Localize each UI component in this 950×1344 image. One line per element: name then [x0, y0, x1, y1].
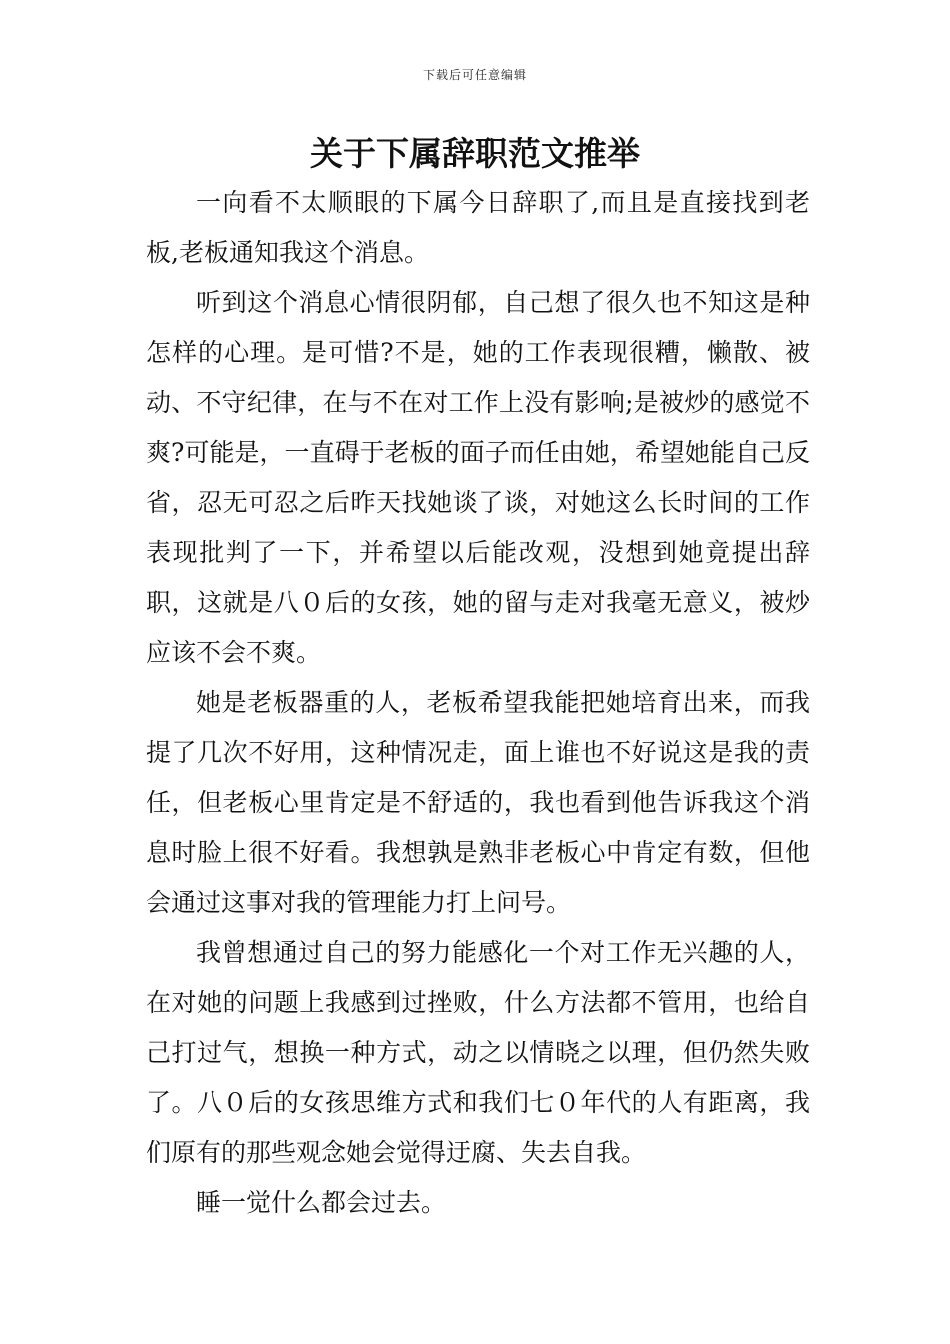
document-body [146, 178, 810, 1228]
paragraph-1: 一向看不太顺眼的下属今日辞职了,而且是直接找到老板,老板通知我这个消息。 [146, 188, 810, 267]
paragraph-5: 睡一觉什么都会过去。 [196, 1188, 447, 1217]
document-title: 关于下属辞职范文推举 [310, 134, 640, 173]
paragraph-3: 她是老板器重的人，老板希望我能把她培育出来，而我提了几次不好用，这种情况走，面上谁也不好说这是我的责任，但老板心里肯定是不舒适的，我也看到他告诉我这个消息时脸上很不好看。我想孰是熟非老板心中肯定有数，但他会通过这事对我的管理能力打上问号。 [146, 688, 810, 917]
paragraph-2: 听到这个消息心情很阴郁，自己想了很久也不知这是种怎样的心理。是可惜?不是，她的工作表现很糟，懒散、被动、不守纪律，在与不在对工作上没有影响;是被炒的感觉不爽?可能是，一直碍于老板的面子而任由她，希望她能自己反省，忍无可忍之后昨天找她谈了谈，对她这么长时间的工作表现批判了一下，并希望以后能改观，没想到她竟提出辞职，这就是八０后的女孩，她的留与走对我毫无意义，被炒应该不会不爽。 [146, 288, 810, 667]
paragraph-4: 我曾想通过自己的努力能感化一个对工作无兴趣的人，在对她的问题上我感到过挫败，什么方法都不管用，也给自己打过气，想换一种方式，动之以情晓之以理，但仍然失败了。八０后的女孩思维方式和我们七０年代的人有距离，我们原有的那些观念她会觉得迂腐、失去自我。 [146, 938, 810, 1167]
header-note: 下载后可任意编辑 [422, 68, 527, 82]
